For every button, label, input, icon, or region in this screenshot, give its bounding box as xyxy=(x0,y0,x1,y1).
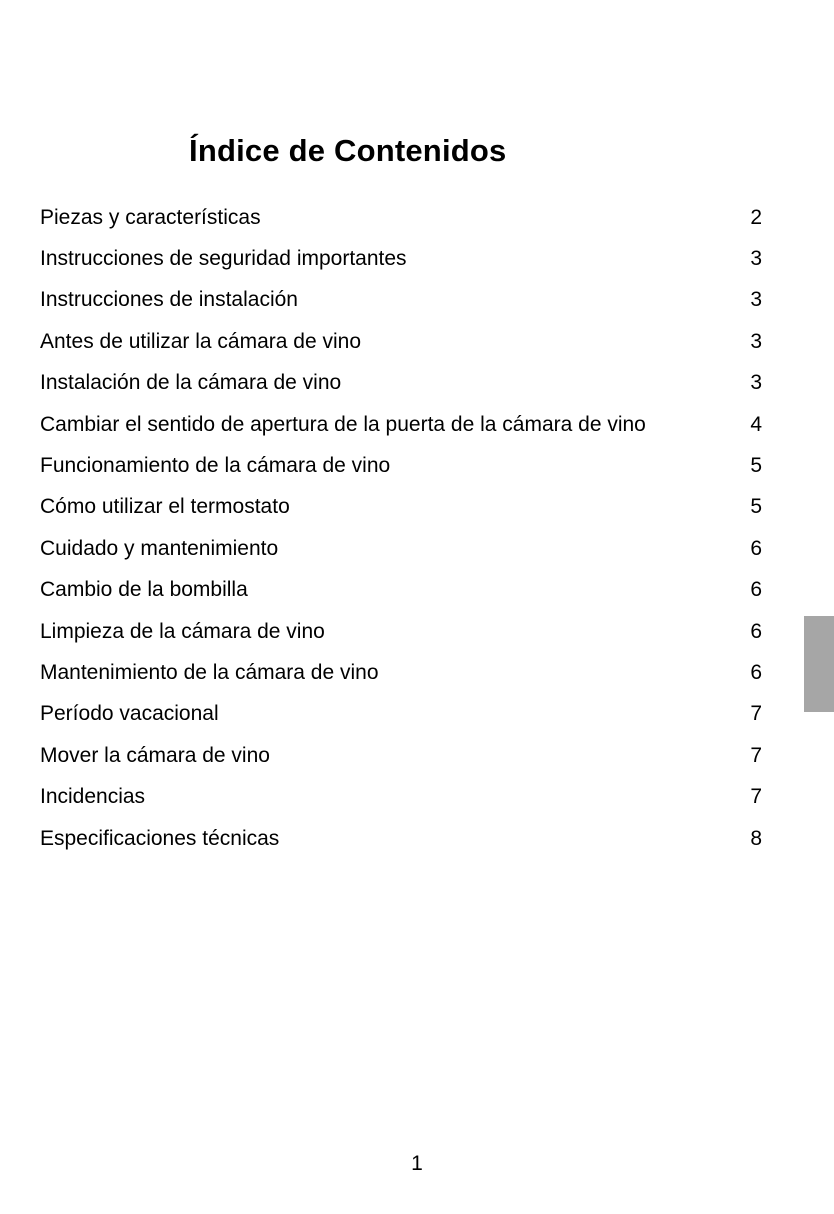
toc-entry-page: 7 xyxy=(750,702,762,726)
toc-entry xyxy=(40,445,762,486)
toc-entry xyxy=(40,321,762,362)
toc-entry-label: Incidencias xyxy=(40,785,146,809)
toc-entry-label: Mover la cámara de vino xyxy=(40,743,270,767)
toc-entry-label: Cuidado y mantenimiento xyxy=(40,536,279,560)
toc-entry xyxy=(40,528,762,569)
toc-entry-label: Instalación de la cámara de vino xyxy=(40,371,342,395)
toc-entry-label: Cómo utilizar el termostato xyxy=(40,495,290,519)
toc-entry xyxy=(40,570,762,611)
toc-entry-label: Instrucciones de instalación xyxy=(40,288,298,312)
toc-entry xyxy=(40,611,762,652)
toc-entry-page: 6 xyxy=(750,536,762,560)
toc-entry-page: 5 xyxy=(750,454,762,478)
toc-entry xyxy=(40,652,762,693)
table-of-contents xyxy=(40,197,762,859)
toc-entry xyxy=(40,238,762,279)
toc-entry-page: 7 xyxy=(750,743,762,767)
toc-entry-label: Funcionamiento de la cámara de vino xyxy=(40,454,391,478)
toc-entry-label: Especificaciones técnicas xyxy=(40,826,280,850)
toc-entry xyxy=(40,280,762,321)
toc-entry-label: Antes de utilizar la cámara de vino xyxy=(40,329,361,353)
toc-entry-label: Piezas y características xyxy=(40,205,261,229)
toc-entry-label: Período vacacional xyxy=(40,702,219,726)
toc-entry xyxy=(40,818,762,859)
toc-entry-page: 6 xyxy=(750,578,762,602)
page-title: Índice de Contenidos xyxy=(189,133,507,168)
page-number: 1 xyxy=(411,1152,423,1175)
toc-entry-label: Cambio de la bombilla xyxy=(40,578,248,602)
toc-entry xyxy=(40,694,762,735)
toc-entry-page: 5 xyxy=(750,495,762,519)
toc-entry-page: 6 xyxy=(750,619,762,643)
toc-entry-page: 3 xyxy=(750,247,762,271)
toc-entry-page: 2 xyxy=(750,205,762,229)
toc-entry-label: Mantenimiento de la cámara de vino xyxy=(40,660,379,684)
toc-entry xyxy=(40,197,762,238)
toc-entry-label: Instrucciones de seguridad importantes xyxy=(40,247,407,271)
toc-entry-page: 4 xyxy=(750,412,762,436)
section-side-tab xyxy=(804,616,834,712)
toc-entry-label: Cambiar el sentido de apertura de la puerta de la cámara de vino xyxy=(40,412,646,436)
toc-entry xyxy=(40,735,762,776)
toc-entry xyxy=(40,363,762,404)
toc-entry xyxy=(40,776,762,817)
toc-entry-page: 7 xyxy=(750,785,762,809)
toc-entry-page: 8 xyxy=(750,826,762,850)
toc-entry xyxy=(40,487,762,528)
toc-entry-page: 3 xyxy=(750,329,762,353)
toc-entry-page: 3 xyxy=(750,371,762,395)
toc-entry-page: 6 xyxy=(750,660,762,684)
toc-entry-label: Limpieza de la cámara de vino xyxy=(40,619,325,643)
toc-entry xyxy=(40,404,762,445)
toc-entry-page: 3 xyxy=(750,288,762,312)
